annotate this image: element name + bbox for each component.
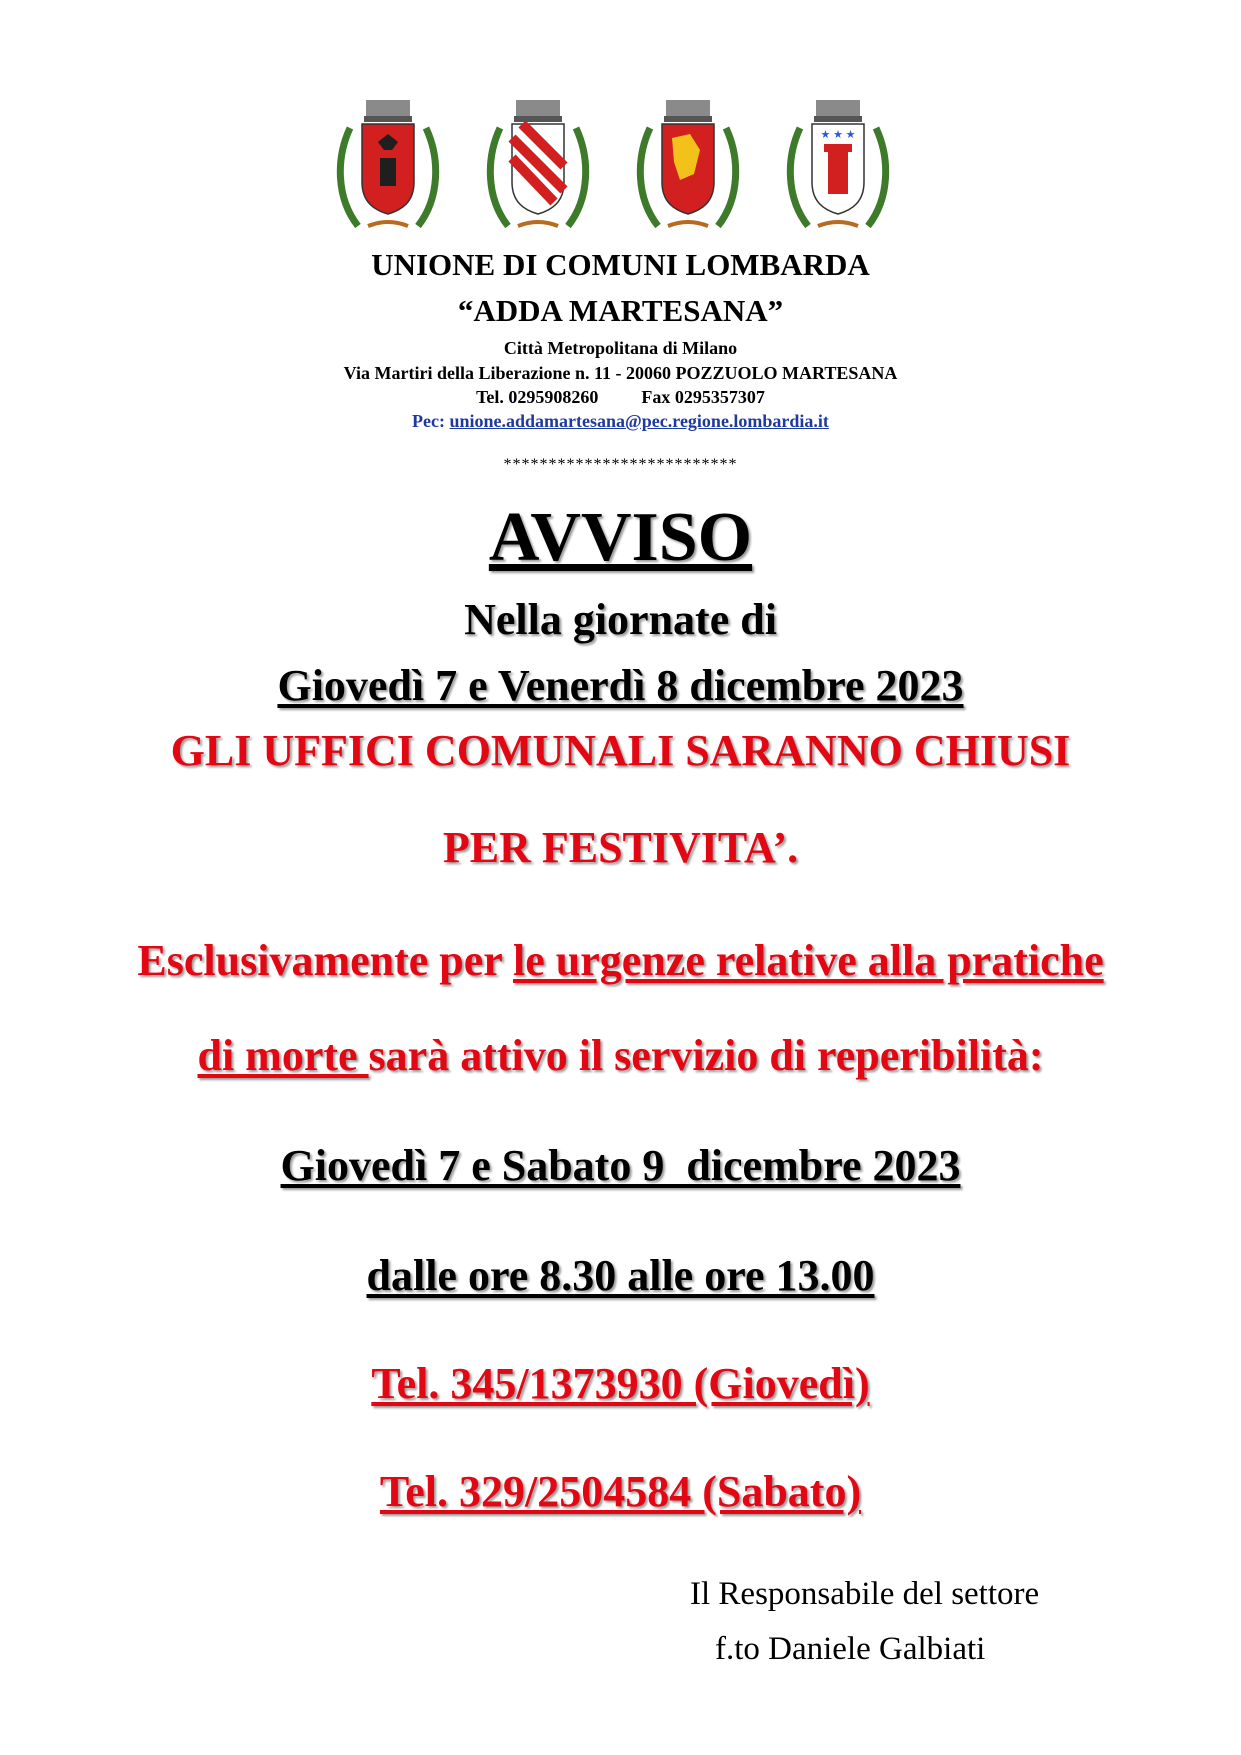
- crest-3-icon: [628, 98, 748, 238]
- notice-title-text: AVVISO: [488, 499, 753, 576]
- signature-name: f.to Daniele Galbiati: [715, 1631, 986, 1667]
- phone-saturday: [0, 1466, 1241, 1517]
- crest-4-icon: [778, 98, 898, 238]
- urgency-underlined-2: di morte: [197, 1031, 369, 1080]
- service-hours-text: dalle ore 8.30 alle ore 13.00: [366, 1251, 875, 1300]
- org-name-line1: UNIONE DI COMUNI LOMBARDA: [371, 247, 870, 282]
- urgency-underlined-1: le urgenze relative alla pratiche: [513, 936, 1104, 985]
- signature-role: Il Responsabile del settore: [690, 1576, 1040, 1612]
- org-name-line2: “ADDA MARTESANA”: [457, 293, 784, 328]
- service-dates-text: Giovedì 7 e Sabato 9 dicembre 2023: [280, 1141, 961, 1190]
- crest-2-icon: [478, 98, 598, 238]
- urgency-line-1: [0, 935, 1241, 986]
- org-address: Via Martiri della Liberazione n. 11 - 20060 POZZUOLO MARTESANA: [343, 363, 898, 383]
- phone-thursday: [0, 1358, 1241, 1409]
- org-city: Città Metropolitana di Milano: [503, 338, 738, 358]
- separator: **************************: [503, 456, 738, 473]
- notice-title: [0, 498, 1241, 578]
- closed-dates-text: Giovedì 7 e Venerdì 8 dicembre 2023: [277, 661, 964, 710]
- service-hours: [0, 1250, 1241, 1301]
- org-contacts: [0, 387, 1241, 408]
- org-fax: Fax 0295357307: [641, 387, 765, 407]
- org-tel: Tel. 0295908260: [476, 387, 599, 407]
- crest-1-icon: [328, 98, 448, 238]
- closed-dates: [0, 660, 1241, 711]
- pec-email-link[interactable]: unione.addamartesana@pec.regione.lombardia.it: [449, 411, 829, 431]
- phone-thursday-text[interactable]: Tel. 345/1373930 (Giovedì): [371, 1359, 870, 1408]
- urgency-suffix: sarà attivo il servizio di reperibilità:: [368, 1031, 1044, 1080]
- notice-intro: Nella giornate di: [464, 595, 777, 644]
- service-dates: [0, 1140, 1241, 1191]
- svg-text:★ ★ ★: ★ ★ ★: [820, 129, 856, 141]
- pec-label: Pec:: [412, 411, 446, 431]
- urgency-prefix: Esclusivamente per: [137, 936, 514, 985]
- closed-line-2: PER FESTIVITA’.: [442, 823, 799, 872]
- closed-line-1: GLI UFFICI COMUNALI SARANNO CHIUSI: [170, 726, 1071, 775]
- urgency-line-2: [0, 1030, 1241, 1081]
- org-pec: [0, 411, 1241, 432]
- municipal-crests: [328, 98, 928, 238]
- phone-saturday-text[interactable]: Tel. 329/2504584 (Sabato): [379, 1467, 862, 1516]
